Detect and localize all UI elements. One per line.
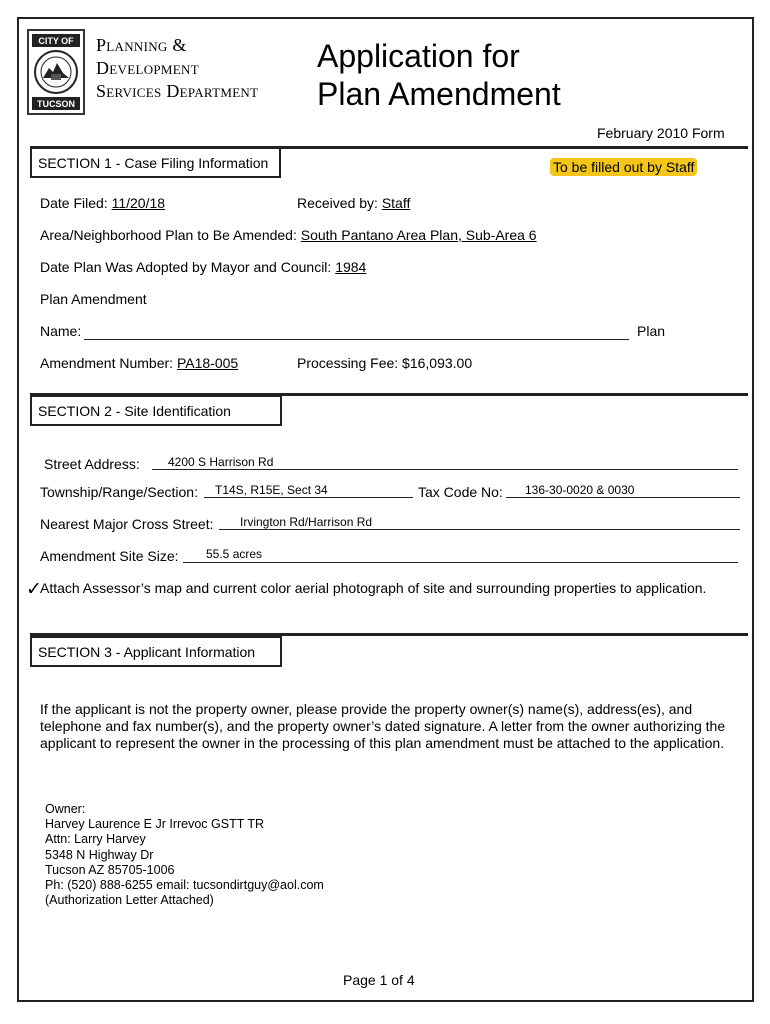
checkmark-icon: ✓ <box>26 579 42 600</box>
applicant-instructions: If the applicant is not the property owner, please provide the property owner(s) name(s), address(es), and telephone and fax number(s), and the property owner’s dated signature. A letter from the owner authorizing the applicant to represent the owner in the processing of this plan amendment must be attached to the application. <box>40 701 726 751</box>
form-title-line: Application for <box>317 38 520 74</box>
amendment-number-field <box>40 355 238 371</box>
section2-heading: SECTION 2 - Site Identification <box>30 395 282 426</box>
form-title-line: Plan Amendment <box>317 76 561 112</box>
name-label: Name: <box>40 323 82 339</box>
section3-heading: SECTION 3 - Applicant Information <box>30 636 282 667</box>
date-filed-field <box>40 195 165 211</box>
name-field-line <box>84 339 629 340</box>
tax-code-value: 136-30-0020 & 0030 <box>525 483 635 497</box>
form-title <box>317 37 561 113</box>
form-date: February 2010 Form <box>597 125 725 141</box>
page-number: Page 1 of 4 <box>343 972 415 988</box>
owner-line: Tucson AZ 85705-1006 <box>45 862 175 877</box>
trs-value: T14S, R15E, Sect 34 <box>215 483 328 497</box>
staff-note-badge: To be filled out by Staff <box>550 158 697 176</box>
adopted-label: Date Plan Was Adopted by Mayor and Council: <box>40 259 336 275</box>
processing-fee: Processing Fee: $16,093.00 <box>297 355 473 371</box>
plan-amendment-label: Plan Amendment <box>40 291 147 307</box>
cross-street-line <box>219 529 740 530</box>
site-size-label: Amendment Site Size: <box>40 548 179 564</box>
area-plan-field <box>40 227 537 243</box>
department-line: Development <box>96 58 199 78</box>
owner-line: Attn: Larry Harvey <box>45 832 146 847</box>
department-line: Services Department <box>96 81 259 101</box>
department-line: Planning & <box>96 35 187 55</box>
area-plan-label: Area/Neighborhood Plan to Be Amended: <box>40 227 301 243</box>
site-size-line <box>183 562 738 563</box>
street-address-line <box>152 469 738 470</box>
seal-top-text: CITY OF <box>38 36 74 46</box>
tax-code-line <box>506 497 740 498</box>
street-address-label: Street Address: <box>44 456 140 472</box>
cross-street-label: Nearest Major Cross Street: <box>40 516 214 532</box>
street-address-value: 4200 S Harrison Rd <box>168 455 274 469</box>
received-by-field <box>297 195 410 211</box>
cross-street-value: Irvington Rd/Harrison Rd <box>240 515 373 529</box>
received-by-label: Received by: <box>297 195 382 211</box>
received-by-value: Staff <box>381 195 411 211</box>
date-filed-value: 11/20/18 <box>111 195 166 211</box>
amendment-number-value: PA18-005 <box>176 355 239 371</box>
section1-heading: SECTION 1 - Case Filing Information <box>30 147 281 178</box>
adopted-value: 1984 <box>335 259 367 275</box>
attach-note: Attach Assessor’s map and current color aerial photograph of site and surrounding properties to application. <box>40 580 707 596</box>
owner-line: Harvey Laurence E Jr Irrevoc GSTT TR <box>45 817 265 832</box>
owner-line: 5348 N Highway Dr <box>45 847 154 862</box>
seal-graphic <box>29 31 83 113</box>
trs-line <box>204 497 413 498</box>
name-suffix: Plan <box>637 323 666 339</box>
seal-bottom-text: TUCSON <box>37 99 75 109</box>
owner-info <box>45 802 324 908</box>
owner-line: Ph: (520) 888-6255 email: tucsondirtguy@aol.com <box>45 878 324 893</box>
owner-line: (Authorization Letter Attached) <box>45 893 214 908</box>
amendment-number-label: Amendment Number: <box>40 355 177 371</box>
city-of-tucson-seal-icon <box>27 29 85 115</box>
department-name <box>96 34 258 103</box>
adopted-field <box>40 259 366 275</box>
owner-line: Owner: <box>45 802 86 816</box>
tax-code-label: Tax Code No: <box>418 484 503 500</box>
date-filed-label: Date Filed: <box>40 195 112 211</box>
site-size-value: 55.5 acres <box>206 547 263 561</box>
trs-label: Township/Range/Section: <box>40 484 198 500</box>
area-plan-value: South Pantano Area Plan, Sub-Area 6 <box>300 227 537 243</box>
